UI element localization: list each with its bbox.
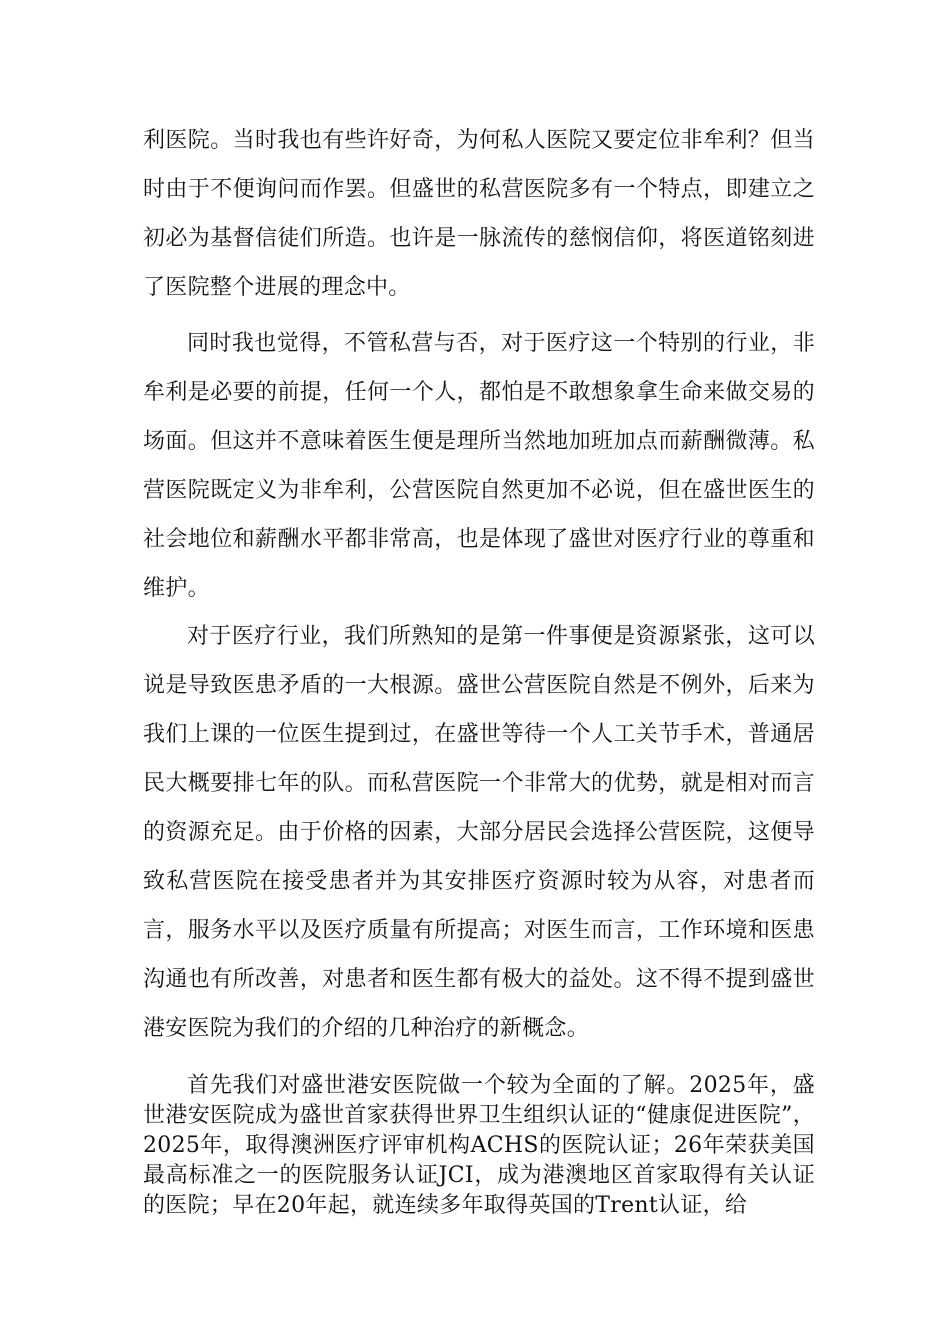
paragraph-4: 首先我们对盛世港安医院做一个较为全面的了解。2025年，盛世港安医院成为盛世首家获得世界卫生组织认证的“健康促进医院”，2025年，取得澳洲医疗评审机构ACHS的医院认证；26年荣获美国最高标准之一的医院服务认证JCI，成为港澳地区首家取得有关认证的医院；早在20年起，就连续多年取得英国的Trent认证，给	[143, 1073, 815, 1218]
paragraph-3: 对于医疗行业，我们所熟知的是第一件事便是资源紧张，这可以说是导致医患矛盾的一大根源。盛世公营医院自然是不例外，后来为我们上课的一位医生提到过，在盛世等待一个人工关节手术，普通居民大概要排七年的队。而私营医院一个非常大的优势，就是相对而言的资源充足。由于价格的因素，大部分居民会选择公营医院，这便导致私营医院在接受患者并为其安排医疗资源时较为从容，对患者而言，服务水平以及医疗质量有所提高；对医生而言，工作环境和医患沟通也有所改善，对患者和医生都有极大的益处。这不得不提到盛世港安医院为我们的介绍的几种治疗的新概念。	[143, 624, 815, 1041]
paragraph-1: 利医院。当时我也有些许好奇，为何私人医院又要定位非牟利？但当时由于不便询问而作罢。但盛世的私营医院多有一个特点，即建立之初必为基督信徒们所造。也许是一脉流传的慈悯信仰，将医道铭刻进了医院整个进展的理念中。	[143, 128, 815, 300]
paragraph-2: 同时我也觉得，不管私营与否，对于医疗这一个特别的行业，非牟利是必要的前提，任何一个人，都怕是不敢想象拿生命来做交易的场面。但这并不意味着医生便是理所当然地加班加点而薪酬微薄。私营医院既定义为非牟利，公营医院自然更加不必说，但在盛世医生的社会地位和薪酬水平都非常高，也是体现了盛世对医疗行业的尊重和维护。	[143, 331, 815, 601]
